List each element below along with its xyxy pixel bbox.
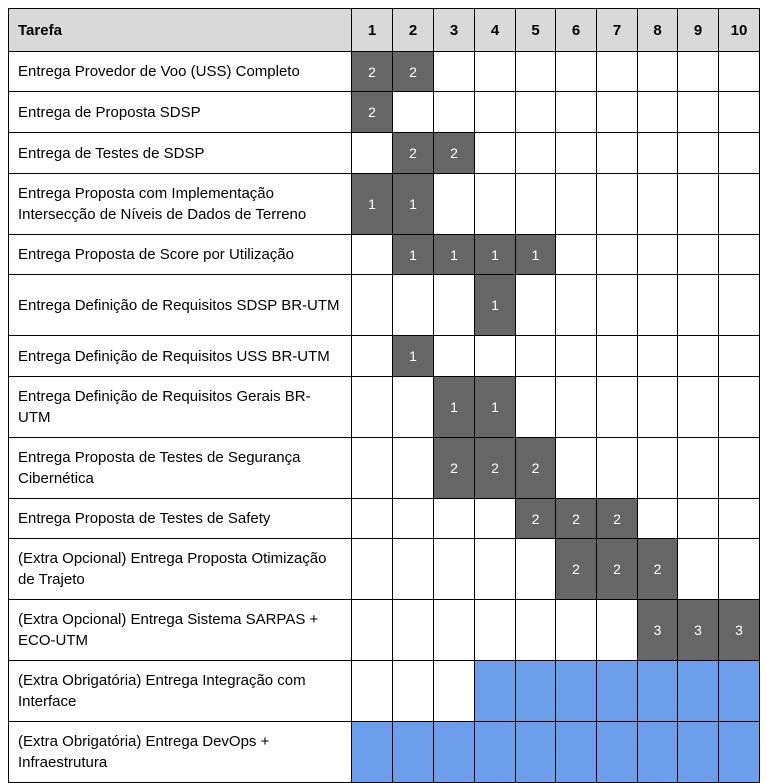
schedule-cell-filled: 1 [475,377,516,438]
table-row [9,722,760,783]
schedule-cell-empty [434,539,475,600]
schedule-cell-empty [393,275,434,336]
schedule-cell-blue [556,722,597,783]
schedule-cell-blue [638,722,678,783]
task-name: (Extra Obrigatória) Entrega DevOps + Infraestrutura [9,722,352,783]
schedule-cell-empty [678,499,719,539]
schedule-cell-empty [678,377,719,438]
table-row [9,174,760,235]
task-name: (Extra Opcional) Entrega Sistema SARPAS + ECO-UTM [9,600,352,661]
schedule-cell-filled: 2 [434,438,475,499]
table-row [9,133,760,174]
task-name: Entrega Definição de Requisitos SDSP BR-UTM [9,275,352,336]
schedule-cell-empty [638,275,678,336]
table-row [9,377,760,438]
schedule-table [8,8,760,783]
header-week: 3 [434,9,475,52]
header-week: 9 [678,9,719,52]
schedule-cell-filled: 2 [516,438,556,499]
schedule-cell-blue [352,722,393,783]
schedule-cell-empty [352,600,393,661]
schedule-cell-empty [516,600,556,661]
schedule-cell-empty [434,499,475,539]
schedule-cell-empty [597,377,638,438]
schedule-cell-empty [475,539,516,600]
schedule-cell-empty [556,92,597,133]
schedule-cell-filled: 2 [597,539,638,600]
schedule-cell-empty [638,499,678,539]
task-name: Entrega de Proposta SDSP [9,92,352,133]
table-row [9,539,760,600]
schedule-cell-blue [475,722,516,783]
header-week: 7 [597,9,638,52]
schedule-cell-blue [556,661,597,722]
header-week: 6 [556,9,597,52]
schedule-cell-empty [352,661,393,722]
header-week: 4 [475,9,516,52]
schedule-cell-empty [597,174,638,235]
schedule-cell-blue [719,722,760,783]
schedule-cell-empty [678,539,719,600]
schedule-cell-filled: 2 [597,499,638,539]
header-week: 8 [638,9,678,52]
schedule-cell-empty [434,275,475,336]
schedule-cell-empty [352,377,393,438]
schedule-cell-filled: 3 [638,600,678,661]
header-week: 1 [352,9,393,52]
schedule-cell-blue [434,722,475,783]
schedule-cell-empty [475,92,516,133]
schedule-cell-blue [475,661,516,722]
header-row [9,9,760,52]
schedule-cell-empty [638,235,678,275]
table-row [9,235,760,275]
schedule-cell-empty [597,600,638,661]
schedule-cell-empty [352,336,393,377]
schedule-cell-empty [678,235,719,275]
schedule-cell-blue [516,661,556,722]
schedule-cell-empty [638,133,678,174]
schedule-cell-empty [719,235,760,275]
schedule-cell-empty [475,133,516,174]
schedule-cell-blue [678,722,719,783]
schedule-cell-empty [597,92,638,133]
schedule-cell-empty [719,377,760,438]
schedule-cell-empty [352,539,393,600]
schedule-cell-filled: 1 [434,235,475,275]
schedule-cell-empty [516,92,556,133]
schedule-cell-empty [678,174,719,235]
schedule-cell-empty [475,174,516,235]
schedule-cell-empty [352,499,393,539]
schedule-cell-empty [597,336,638,377]
schedule-cell-blue [678,661,719,722]
schedule-cell-empty [352,275,393,336]
schedule-cell-empty [475,600,516,661]
schedule-cell-empty [516,133,556,174]
schedule-cell-filled: 2 [352,92,393,133]
schedule-cell-empty [597,133,638,174]
schedule-cell-empty [719,499,760,539]
task-name: Entrega Proposta de Testes de Segurança Cibernética [9,438,352,499]
schedule-cell-empty [434,600,475,661]
schedule-cell-empty [597,52,638,92]
task-name: (Extra Obrigatória) Entrega Integração com Interface [9,661,352,722]
schedule-cell-filled: 2 [352,52,393,92]
schedule-cell-empty [719,133,760,174]
schedule-cell-empty [434,52,475,92]
schedule-cell-empty [678,133,719,174]
schedule-cell-empty [556,377,597,438]
schedule-cell-empty [516,275,556,336]
schedule-cell-empty [352,133,393,174]
schedule-cell-empty [597,275,638,336]
task-name: Entrega Proposta de Score por Utilização [9,235,352,275]
schedule-cell-empty [393,600,434,661]
schedule-cell-empty [638,438,678,499]
header-week: 5 [516,9,556,52]
header-week: 10 [719,9,760,52]
table-row [9,661,760,722]
task-name: Entrega Definição de Requisitos USS BR-UTM [9,336,352,377]
header-week: 2 [393,9,434,52]
schedule-cell-empty [556,235,597,275]
schedule-cell-filled: 1 [475,275,516,336]
schedule-cell-blue [719,661,760,722]
schedule-cell-blue [597,661,638,722]
schedule-cell-empty [638,174,678,235]
table-row [9,92,760,133]
schedule-cell-empty [393,539,434,600]
schedule-cell-filled: 1 [434,377,475,438]
schedule-cell-empty [638,377,678,438]
schedule-cell-empty [475,336,516,377]
schedule-cell-blue [516,722,556,783]
schedule-cell-empty [638,52,678,92]
schedule-cell-filled: 2 [556,539,597,600]
schedule-cell-empty [516,174,556,235]
schedule-cell-empty [475,52,516,92]
table-row [9,600,760,661]
schedule-cell-empty [434,92,475,133]
task-name: Entrega Proposta de Testes de Safety [9,499,352,539]
schedule-cell-empty [393,438,434,499]
schedule-cell-empty [719,438,760,499]
schedule-cell-empty [638,336,678,377]
task-name: Entrega Provedor de Voo (USS) Completo [9,52,352,92]
schedule-cell-filled: 1 [475,235,516,275]
schedule-cell-empty [638,92,678,133]
schedule-cell-empty [678,336,719,377]
schedule-cell-empty [516,52,556,92]
schedule-cell-empty [597,438,638,499]
task-name: (Extra Opcional) Entrega Proposta Otimização de Trajeto [9,539,352,600]
schedule-cell-empty [434,336,475,377]
schedule-cell-empty [556,600,597,661]
schedule-cell-filled: 3 [678,600,719,661]
schedule-cell-empty [678,438,719,499]
schedule-cell-empty [556,174,597,235]
table-row [9,275,760,336]
schedule-cell-empty [678,92,719,133]
table-row [9,336,760,377]
table-row [9,499,760,539]
schedule-cell-empty [556,438,597,499]
schedule-cell-filled: 2 [393,52,434,92]
schedule-cell-empty [556,275,597,336]
schedule-cell-empty [352,438,393,499]
schedule-cell-empty [516,539,556,600]
schedule-cell-empty [678,275,719,336]
task-name: Entrega Definição de Requisitos Gerais BR-UTM [9,377,352,438]
schedule-cell-filled: 2 [638,539,678,600]
schedule-cell-empty [516,336,556,377]
schedule-cell-filled: 1 [352,174,393,235]
header-task: Tarefa [9,9,352,52]
schedule-cell-empty [475,499,516,539]
schedule-cell-filled: 1 [393,336,434,377]
task-name: Entrega Proposta com Implementação Intersecção de Níveis de Dados de Terreno [9,174,352,235]
schedule-cell-filled: 2 [516,499,556,539]
schedule-cell-empty [719,336,760,377]
schedule-cell-filled: 2 [475,438,516,499]
schedule-cell-empty [556,336,597,377]
schedule-cell-empty [393,92,434,133]
schedule-cell-blue [638,661,678,722]
schedule-cell-empty [678,52,719,92]
schedule-cell-empty [556,52,597,92]
schedule-cell-empty [597,235,638,275]
schedule-cell-empty [393,499,434,539]
schedule-cell-empty [434,661,475,722]
schedule-cell-blue [597,722,638,783]
schedule-cell-filled: 2 [393,133,434,174]
schedule-cell-empty [516,377,556,438]
schedule-cell-empty [719,174,760,235]
schedule-cell-empty [719,275,760,336]
schedule-cell-filled: 2 [556,499,597,539]
schedule-cell-empty [393,661,434,722]
schedule-cell-filled: 2 [434,133,475,174]
schedule-cell-filled: 1 [393,174,434,235]
schedule-cell-empty [434,174,475,235]
schedule-cell-empty [719,92,760,133]
schedule-cell-filled: 1 [393,235,434,275]
task-name: Entrega de Testes de SDSP [9,133,352,174]
schedule-cell-empty [719,539,760,600]
schedule-cell-filled: 1 [516,235,556,275]
schedule-cell-empty [556,133,597,174]
schedule-cell-blue [393,722,434,783]
schedule-cell-empty [352,235,393,275]
table-row [9,438,760,499]
schedule-cell-empty [393,377,434,438]
schedule-cell-empty [719,52,760,92]
table-row [9,52,760,92]
schedule-cell-filled: 3 [719,600,760,661]
